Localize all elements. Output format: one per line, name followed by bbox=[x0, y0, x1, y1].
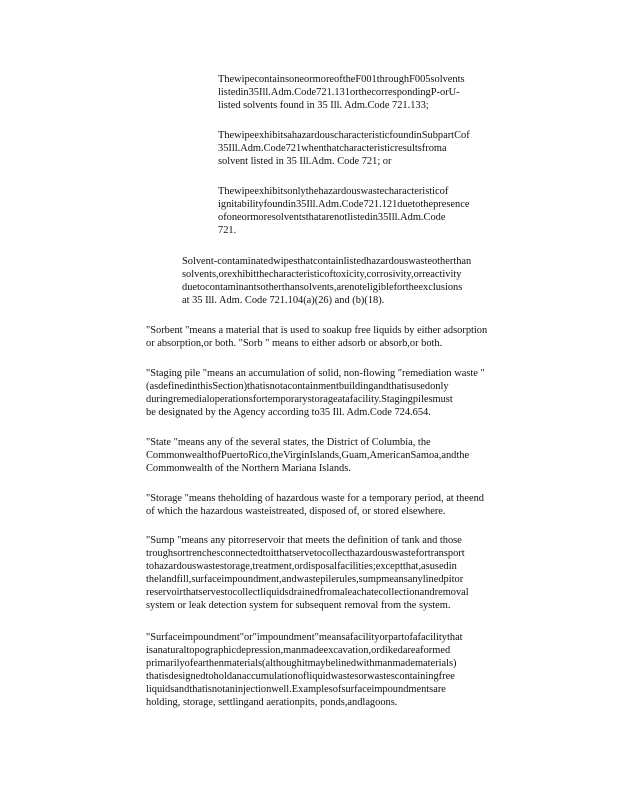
text-line: thelandfill,surfaceimpoundment,andwastepilerules,sumpmeansanylinedpitor bbox=[146, 574, 464, 585]
text-line: Commonwealth of the Northern Mariana Islands. bbox=[146, 463, 351, 474]
text-line: isanaturaltopographicdepression,manmadeexcavation,ordikedareaformed bbox=[146, 645, 451, 656]
text-line: ofoneormoresolventsthatarenotlistedin35Ill.Adm.Code bbox=[218, 212, 446, 223]
text-line: thatisdesignedtoholdanaccumulationofliquidwastesorwastescontainingfree bbox=[146, 671, 455, 682]
text-line: listed solvents found in 35 Ill. Adm.Code 721.133; bbox=[218, 100, 429, 111]
item-wipe-contains-solvents bbox=[218, 73, 535, 112]
text-line: solvent listed in 35 Ill.Adm. Code 721; or bbox=[218, 156, 392, 167]
text-line: Solvent-contaminatedwipesthatcontainlistedhazardouswasteotherthan bbox=[182, 256, 472, 267]
text-line: tohazardouswastestorage,treatment,ordisposalfacilities;exceptthat,asusedin bbox=[146, 561, 457, 572]
definition-storage bbox=[146, 492, 536, 518]
text-line: troughsortrenchesconnectedtoitthatservetocollecthazardouswastefortransport bbox=[146, 548, 465, 559]
definition-state bbox=[146, 436, 548, 475]
text-line: CommonwealthofPuertoRico,theVirginIslands,Guam,AmericanSamoa,andthe bbox=[146, 450, 470, 461]
text-line: "Staging pile "means an accumulation of solid, non-flowing "remediation waste " bbox=[146, 368, 485, 379]
text-line: duringremedialoperationsfortemporarystorageatafacility.Stagingpilesmust bbox=[146, 394, 453, 405]
text-line: solvents,orexhibitthecharacteristicoftoxicity,corrosivity,orreactivity bbox=[182, 269, 462, 280]
text-line: liquidsandthatisnotaninjectionwell.Examplesofsurfaceimpoundmentsare bbox=[146, 684, 446, 695]
text-line: "State "means any of the several states, the District of Columbia, the bbox=[146, 437, 431, 448]
text-line: ignitabilityfoundin35Ill.Adm.Code721.121duetothepresence bbox=[218, 199, 470, 210]
text-line: "Storage "means theholding of hazardous waste for a temporary period, at theend bbox=[146, 493, 484, 504]
text-line: at 35 Ill. Adm. Code 721.104(a)(26) and (b)(18). bbox=[182, 295, 385, 306]
text-line: reservoirthatservestocollectliquidsdrainedfromaleachatecollectionandremoval bbox=[146, 587, 469, 598]
text-line: system or leak detection system for subsequent removal from the system. bbox=[146, 600, 451, 611]
text-line: Thewipeexhibitsonlythehazardouswastecharacteristicof bbox=[218, 186, 449, 197]
text-line: of which the hazardous wasteistreated, disposed of, or stored elsewhere. bbox=[146, 506, 446, 517]
text-line: 35Ill.Adm.Code721whenthatcharacteristicresultsfroma bbox=[218, 143, 447, 154]
text-line: be designated by the Agency according to35 Ill. Adm.Code 724.654. bbox=[146, 407, 431, 418]
definition-sump bbox=[146, 534, 545, 612]
definition-sorbent bbox=[146, 324, 536, 350]
text-line: ThewipecontainsoneormoreoftheF001throughF005solvents bbox=[218, 74, 465, 85]
text-line: "Sorbent "means a material that is used to soakup free liquids by either adsorption bbox=[146, 325, 488, 336]
text-line: "Sump "means any pitorreservoir that meets the definition of tank and those bbox=[146, 535, 462, 546]
text-line: duetocontaminantsotherthansolvents,arenoteligiblefortheexclusions bbox=[182, 282, 463, 293]
solvent-contaminated-wipes-note bbox=[182, 255, 538, 307]
item-wipe-hazardous-characteristic bbox=[218, 129, 538, 168]
definition-staging-pile bbox=[146, 367, 538, 419]
text-line: primarilyofearthenmaterials(althoughitmaybelinedwithmanmadematerials) bbox=[146, 658, 457, 669]
text-line: or absorption,or both. "Sorb " means to either adsorb or absorb,or both. bbox=[146, 338, 443, 349]
text-line: "Surfaceimpoundment"or"impoundment"meansafacilityorpartofafacilitythat bbox=[146, 632, 463, 643]
text-line: holding, storage, settlingand aerationpits, ponds,andlagoons. bbox=[146, 697, 398, 708]
item-wipe-ignitability bbox=[218, 185, 533, 237]
text-line: ThewipeexhibitsahazardouscharacteristicfoundinSubpartCof bbox=[218, 130, 470, 141]
text-line: (asdefinedinthisSection)thatisnotacontainmentbuildingandthatisusedonly bbox=[146, 381, 449, 392]
text-line: 721. bbox=[218, 225, 237, 236]
definition-surface-impoundment bbox=[146, 631, 534, 709]
text-line: listedin35Ill.Adm.Code721.131orthecorrespondingP-orU- bbox=[218, 87, 460, 98]
